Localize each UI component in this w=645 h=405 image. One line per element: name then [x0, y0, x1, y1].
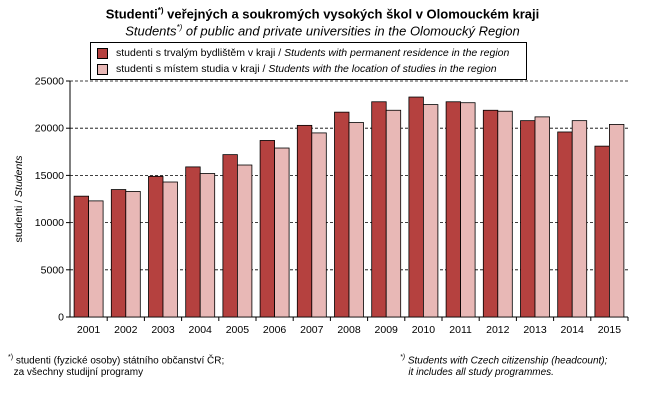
bar-permanent-residence	[297, 125, 312, 317]
bar-permanent-residence	[111, 190, 126, 317]
x-tick-label: 2004	[188, 324, 212, 336]
x-tick-label: 2007	[300, 324, 324, 336]
y-tick-label: 15000	[34, 169, 64, 182]
bar-study-location	[386, 110, 401, 317]
bar-permanent-residence	[74, 196, 89, 317]
bar-study-location	[275, 148, 290, 317]
bar-permanent-residence	[149, 176, 164, 317]
footnote-en	[400, 352, 607, 379]
x-tick-label: 2008	[337, 324, 361, 336]
x-tick-label: 2011	[449, 324, 472, 336]
bar-study-location	[89, 201, 104, 317]
bar-study-location	[461, 103, 476, 317]
bar-permanent-residence	[335, 112, 350, 317]
legend-label-cz: studenti s trvalým bydlištěm v kraji	[116, 47, 276, 59]
bar-study-location	[609, 124, 624, 317]
legend-label-cz: studenti s místem studia v kraji	[116, 63, 260, 75]
x-tick-label: 2010	[411, 324, 436, 336]
bar-permanent-residence	[521, 121, 536, 317]
y-axis-label: studenti / Students	[13, 155, 25, 243]
footnote-en-line1: Students with Czech citizenship (headcount);	[407, 355, 608, 367]
x-tick-label: 2003	[151, 324, 175, 336]
x-tick-label: 2009	[374, 324, 398, 336]
bar-permanent-residence	[446, 102, 461, 317]
y-tick-label: 0	[58, 311, 64, 324]
legend-item-permanent-residence: studenti s trvalým bydlištěm v kraji / Students with permanent residence in the region	[97, 46, 509, 60]
bar-study-location	[200, 174, 215, 317]
x-tick-label: 2006	[262, 324, 287, 336]
bar-permanent-residence	[372, 102, 387, 317]
footnote-marker: *)	[8, 354, 14, 361]
x-tick-label: 2005	[225, 324, 250, 336]
footnote-cz-line2: za všechny studijní programy	[13, 367, 144, 379]
footnote-cz-line1: studenti (fyzické osoby) státního občanství ČR;	[15, 355, 225, 367]
x-tick-label: 2015	[597, 324, 622, 336]
footnote-en-line2: it includes all study programmes.	[408, 367, 554, 379]
y-tick-label: 25000	[34, 75, 64, 88]
chart-subtitle: Students*) of public and private universities in the Olomoucký Region	[125, 23, 520, 39]
bar-permanent-residence	[223, 155, 238, 317]
bar-study-location	[126, 191, 141, 317]
bar-study-location	[237, 165, 252, 317]
chart-title: Studenti*) veřejných a soukromých vysokých škol v Olomouckém kraji	[105, 6, 540, 22]
x-tick-label: 2001	[76, 324, 101, 336]
bar-permanent-residence	[260, 140, 275, 317]
x-tick-label: 2012	[486, 324, 510, 336]
x-tick-label: 2014	[560, 324, 584, 336]
y-tick-label: 20000	[34, 122, 64, 135]
y-tick-label: 10000	[34, 217, 64, 230]
bar-permanent-residence	[186, 167, 201, 317]
footnote-marker: *)	[400, 354, 406, 361]
x-tick-label: 2013	[523, 324, 547, 336]
bar-permanent-residence	[595, 146, 610, 317]
bar-study-location	[535, 117, 550, 317]
bar-study-location	[163, 182, 178, 317]
bar-study-location	[423, 105, 438, 317]
y-tick-label: 5000	[40, 264, 64, 277]
bar-permanent-residence	[409, 97, 424, 317]
bar-study-location	[349, 123, 364, 317]
bar-study-location	[498, 111, 513, 317]
legend-label-en: Students with permanent residence in the region	[284, 47, 510, 59]
bar-permanent-residence	[483, 110, 498, 317]
footnote-cz	[8, 352, 224, 379]
legend-item-study-location: studenti s místem studia v kraji / Students with the location of studies in the region	[97, 62, 497, 76]
bar-permanent-residence	[558, 132, 573, 317]
bar-study-location	[312, 133, 327, 317]
x-tick-label: 2002	[114, 324, 138, 336]
bar-study-location	[572, 121, 587, 317]
legend-label-en: Students with the location of studies in the region	[268, 63, 497, 75]
